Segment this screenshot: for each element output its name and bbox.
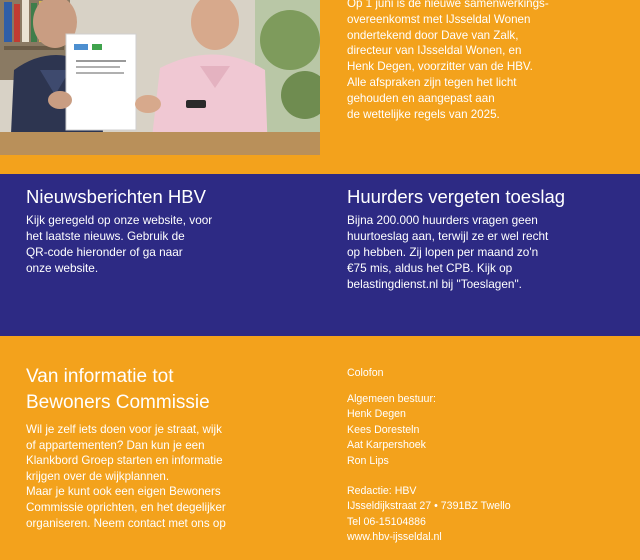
nieuws-body: Kijk geregeld op onze website, voor het laatste nieuws. Gebruik de QR-code hieronder of ga naar onze website.: [26, 213, 213, 275]
toeslag-title: Huurders vergeten toeslag: [347, 186, 566, 207]
colofon-redactie: Redactie: HBV IJsseldijkstraat 27 • 7391BZ Twello Tel 06-15104886 www.hbv-ijsseldal.nl: [347, 484, 511, 544]
commissie-body: Wil je zelf iets doen voor je straat, wijk of appartementen? Dan kun je een Klankbord Groep starten en informatie krijgen over de wijkplannen. Maar je kunt ook een eigen Bewoners Commissie oprichten, en het degelijker organiseren. Neem contact met ons op: [26, 423, 226, 530]
colofon-label: Colofon: [347, 367, 384, 379]
signing-photo: [0, 0, 320, 155]
nieuws-title: Nieuwsberichten HBV: [26, 186, 206, 207]
colofon-section: [347, 366, 632, 560]
toeslag-section: [347, 186, 632, 292]
commissie-title: Van informatie tot Bewoners Commissie: [26, 366, 210, 413]
commissie-section: [26, 364, 326, 531]
toeslag-body: Bijna 200.000 huurders vragen geen huurtoeslag aan, terwijl ze er wel recht op hebben. Zij lopen per maand zo'n €75 mis, aldus het CPB. Kijk op belastingdienst.nl bij "Toeslagen".: [347, 213, 549, 291]
nieuws-section: [26, 186, 316, 276]
intro-section: [347, 0, 627, 122]
intro-text: Op 1 juni is de nieuwe samenwerkings- overeenkomst met IJsseldal Wonen ondertekend door Dave van Zalk, directeur van IJsseldal Wonen, en Henk Degen, voorzitter van de HBV. Alle afspraken zijn tegen het licht gehouden en aangepast aan de wettelijke regels van 2025.: [347, 0, 549, 121]
colofon-bestuur: Algemeen bestuur: Henk Degen Kees Doresteln Aat Karpershoek Ron Lips: [347, 392, 436, 467]
